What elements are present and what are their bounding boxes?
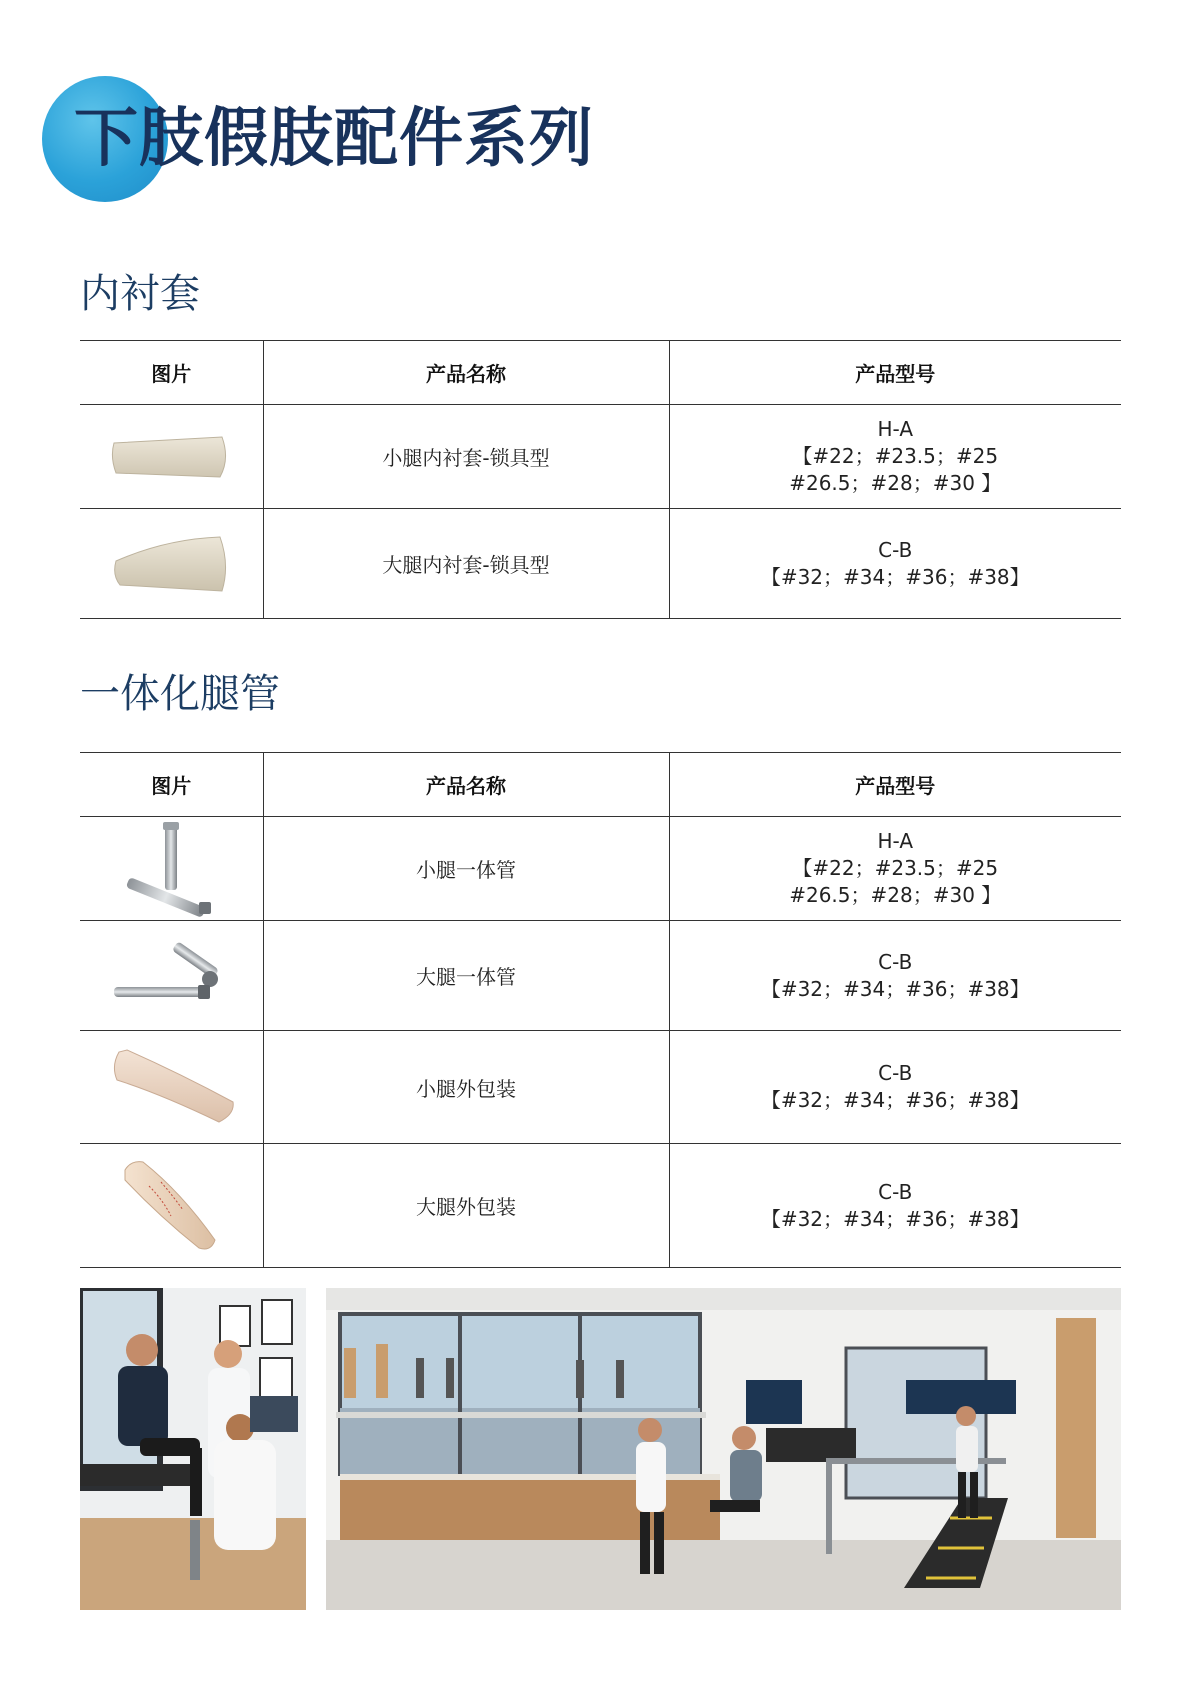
column-header-image: 图片: [80, 753, 263, 817]
fitting-photo: [80, 1288, 306, 1610]
product-name-cell: 大腿内衬套-锁具型: [263, 509, 669, 619]
table-row: [80, 1031, 1121, 1144]
calf-liner-image: [106, 429, 236, 485]
liner-table: [80, 340, 1121, 619]
model-code: C-B: [878, 537, 913, 562]
table-header-row: [80, 753, 1121, 817]
product-model-cell: [669, 817, 1121, 921]
model-code: H-A: [877, 417, 913, 441]
product-image-cell: [80, 1144, 263, 1268]
model-sizes-line: #26.5；#28；#30 】: [789, 471, 1002, 495]
product-name-cell: 小腿一体管: [263, 817, 669, 921]
table-row: [80, 817, 1121, 921]
product-name-cell: 小腿内衬套-锁具型: [263, 405, 669, 509]
table-row: [80, 405, 1121, 509]
calf-cover-image: [101, 1044, 241, 1130]
thigh-pylon-image: [106, 941, 236, 1011]
calf-pylon-image: [111, 820, 231, 918]
product-image-cell: [80, 817, 263, 921]
model-sizes-line: 【#32；#34；#36；#38】: [760, 1206, 1030, 1231]
section-title-liners: 内衬套: [80, 271, 200, 317]
model-sizes-line: 【#32；#34；#36；#38】: [760, 1088, 1030, 1112]
thigh-cover-image: [111, 1156, 231, 1256]
section-title-pylons: 一体化腿管: [80, 671, 280, 717]
model-sizes-line: 【#32；#34；#36；#38】: [760, 976, 1030, 1001]
thigh-liner-image: [106, 531, 236, 597]
column-header-model: 产品型号: [669, 341, 1121, 405]
rehabilitation-center-illustration: [326, 1288, 1121, 1610]
model-sizes-line: #26.5；#28；#30 】: [789, 883, 1002, 907]
product-model-cell: [669, 1144, 1121, 1268]
pylon-table: [80, 752, 1121, 1268]
prosthetic-fitting-illustration: [80, 1288, 306, 1610]
product-name-cell: 小腿外包装: [263, 1031, 669, 1144]
model-sizes-line: 【#22；#23.5；#25: [792, 856, 999, 880]
table-row: [80, 509, 1121, 619]
product-model-cell: [669, 1031, 1121, 1144]
product-model-cell: [669, 509, 1121, 619]
model-code: C-B: [878, 1179, 913, 1204]
page-title: 下肢假肢配件系列: [74, 102, 594, 176]
product-image-cell: [80, 405, 263, 509]
product-image-cell: [80, 509, 263, 619]
table-header-row: [80, 341, 1121, 405]
rehab-center-photo: [326, 1288, 1121, 1610]
model-sizes-line: 【#32；#34；#36；#38】: [760, 564, 1030, 589]
column-header-product-name: 产品名称: [263, 753, 669, 817]
column-header-image: 图片: [80, 341, 263, 405]
table-row: [80, 1144, 1121, 1268]
product-model-cell: [669, 405, 1121, 509]
model-code: C-B: [878, 1061, 913, 1085]
product-name-cell: 大腿外包装: [263, 1144, 669, 1268]
column-header-model: 产品型号: [669, 753, 1121, 817]
product-model-cell: [669, 921, 1121, 1031]
table-row: [80, 921, 1121, 1031]
product-name-cell: 大腿一体管: [263, 921, 669, 1031]
product-image-cell: [80, 921, 263, 1031]
page-header: [0, 0, 1191, 230]
model-sizes-line: 【#22；#23.5；#25: [792, 444, 999, 468]
model-code: H-A: [877, 829, 913, 853]
model-code: C-B: [878, 949, 913, 974]
column-header-product-name: 产品名称: [263, 341, 669, 405]
product-image-cell: [80, 1031, 263, 1144]
